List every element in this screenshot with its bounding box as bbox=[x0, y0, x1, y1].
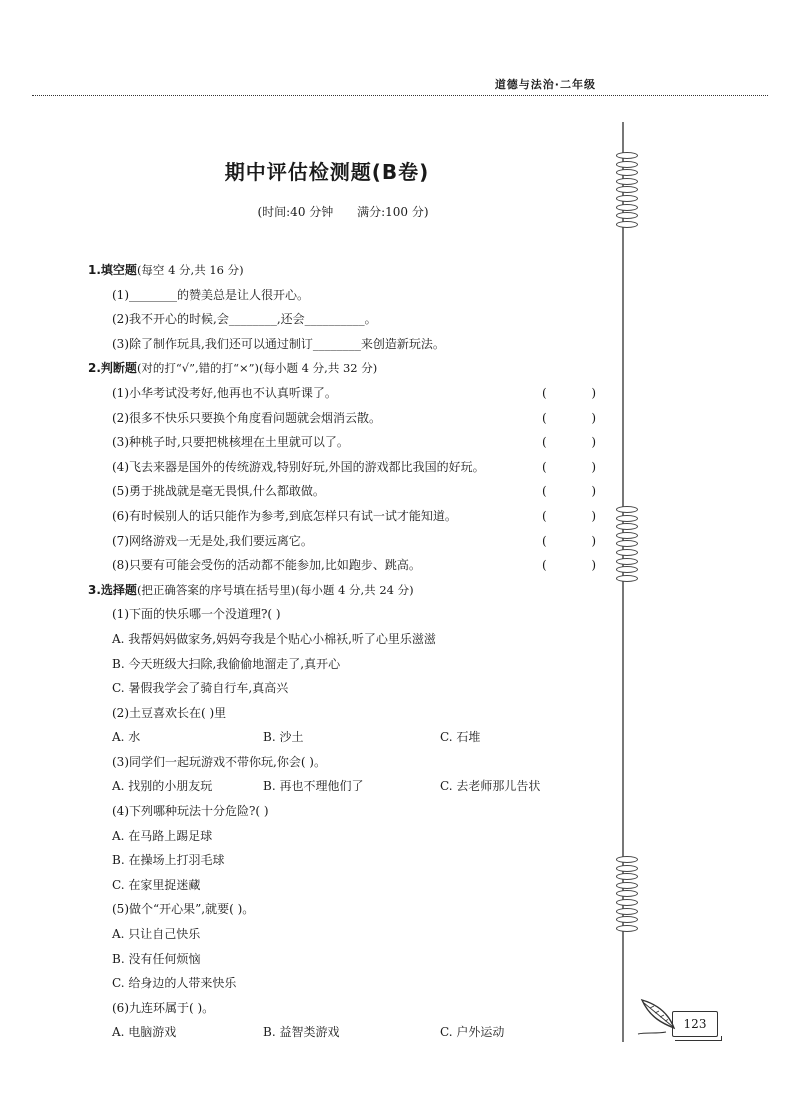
choice-option: C. 在家里捉迷藏 bbox=[112, 877, 201, 892]
question-item: (1)________的赞美总是让人很开心。 bbox=[112, 287, 309, 302]
section-note: (每空 4 分,共 16 分) bbox=[136, 263, 244, 277]
choice-question-stem: (6)九连环属于( )。 bbox=[112, 1000, 215, 1015]
answer-parentheses: ( ) bbox=[542, 385, 596, 400]
judgement-text: (7)网络游戏一无是处,我们要远离它。 bbox=[112, 533, 313, 548]
answer-parentheses: ( ) bbox=[542, 508, 596, 523]
choice-option: B. 没有任何烦恼 bbox=[112, 951, 201, 966]
section-note: (对的打“√”,错的打“×”)(每小题 4 分,共 32 分) bbox=[136, 361, 378, 376]
binding-ring bbox=[616, 540, 638, 547]
choice-option: A. 水 bbox=[112, 730, 141, 745]
binding-ring bbox=[616, 899, 638, 906]
section-heading-multiple-choice bbox=[88, 578, 608, 603]
judgement-text: (5)勇于挑战就是毫无畏惧,什么都敢做。 bbox=[112, 484, 325, 499]
binding-ring bbox=[616, 925, 638, 932]
question-content bbox=[88, 258, 608, 1045]
binding-ring bbox=[616, 515, 638, 522]
page-title: 期中评估检测题(B卷) bbox=[224, 160, 430, 184]
choice-option: A. 只让自己快乐 bbox=[112, 927, 201, 942]
choice-option: A. 在马路上踢足球 bbox=[112, 828, 213, 843]
judgement-item bbox=[88, 430, 608, 455]
header-divider bbox=[32, 95, 768, 96]
choice-option: A. 我帮妈妈做家务,妈妈夸我是个贴心小棉袄,听了心里乐滋滋 bbox=[112, 631, 436, 646]
section-title: 选择题 bbox=[100, 582, 137, 597]
choice-question-stem: (5)做个“开心果”,就要( )。 bbox=[112, 902, 255, 917]
binding-ring bbox=[616, 566, 638, 573]
choice-options-row bbox=[88, 725, 608, 750]
answer-parentheses: ( ) bbox=[542, 410, 596, 425]
choice-option: A. 找别的小朋友玩 bbox=[112, 779, 213, 794]
choice-option: C. 暑假我学会了骑自行车,真高兴 bbox=[112, 681, 289, 696]
binding-coil-top bbox=[616, 152, 646, 229]
question-item: (3)除了制作玩具,我们还可以通过制订________来创造新玩法。 bbox=[112, 336, 445, 351]
choice-option: C. 户外运动 bbox=[440, 1025, 505, 1040]
judgement-text: (3)种桃子时,只要把桃核埋在土里就可以了。 bbox=[112, 435, 349, 450]
choice-option: B. 沙土 bbox=[263, 730, 304, 745]
binding-ring bbox=[616, 890, 638, 897]
binding-ring bbox=[616, 856, 638, 863]
section-heading-fill-blank bbox=[88, 258, 608, 283]
choice-option: B. 益智类游戏 bbox=[263, 1025, 340, 1040]
choice-option: B. 在操场上打羽毛球 bbox=[112, 853, 225, 868]
choice-option: B. 今天班级大扫除,我偷偷地溜走了,真开心 bbox=[112, 656, 341, 671]
judgement-item bbox=[88, 504, 608, 529]
choice-question-stem: (3)同学们一起玩游戏不带你玩,你会( )。 bbox=[112, 754, 326, 769]
answer-parentheses: ( ) bbox=[542, 533, 596, 548]
binding-coil-middle bbox=[616, 506, 646, 583]
judgement-item bbox=[88, 381, 608, 406]
choice-options-row bbox=[88, 774, 608, 799]
binding-ring bbox=[616, 204, 638, 211]
exam-score: 满分:100 分) bbox=[357, 205, 429, 219]
binding-ring bbox=[616, 916, 638, 923]
choice-option: A. 电脑游戏 bbox=[112, 1025, 177, 1040]
binding-ring bbox=[616, 212, 638, 219]
judgement-text: (4)飞去来器是国外的传统游戏,特别好玩,外国的游戏都比我国的好玩。 bbox=[112, 459, 485, 474]
judgement-item bbox=[88, 553, 608, 578]
binding-ring bbox=[616, 221, 638, 228]
section-number: 2. bbox=[88, 361, 101, 376]
binding-ring bbox=[616, 152, 638, 159]
exam-info bbox=[0, 203, 686, 220]
choice-option: C. 石堆 bbox=[440, 730, 481, 745]
question-item: (2)我不开心的时候,会________,还会__________。 bbox=[112, 312, 377, 327]
section-note: (把正确答案的序号填在括号里)(每小题 4 分,共 24 分) bbox=[136, 582, 414, 597]
choice-option: B. 再也不理他们了 bbox=[263, 779, 364, 794]
choice-question-stem: (1)下面的快乐哪一个没道理?( ) bbox=[112, 607, 281, 622]
binding-ring bbox=[616, 873, 638, 880]
section-title: 填空题 bbox=[100, 263, 137, 277]
binding-ring bbox=[616, 161, 638, 168]
binding-ring bbox=[616, 532, 638, 539]
binding-ring bbox=[616, 882, 638, 889]
binding-ring bbox=[616, 178, 638, 185]
binding-ring bbox=[616, 558, 638, 565]
binding-ring bbox=[616, 865, 638, 872]
binding-coil-bottom bbox=[616, 856, 646, 933]
answer-parentheses: ( ) bbox=[542, 435, 596, 450]
section-heading-true-false bbox=[88, 356, 608, 381]
choice-option: C. 给身边的人带来快乐 bbox=[112, 976, 237, 991]
page-number: 123 bbox=[672, 1011, 718, 1037]
answer-parentheses: ( ) bbox=[542, 558, 596, 573]
header-label: 道德与法治·二年级 bbox=[494, 78, 596, 91]
choice-option: C. 去老师那儿告状 bbox=[440, 779, 541, 794]
choice-question-stem: (2)土豆喜欢长在( )里 bbox=[112, 705, 227, 720]
section-number: 1. bbox=[88, 263, 101, 277]
judgement-item bbox=[88, 479, 608, 504]
answer-parentheses: ( ) bbox=[542, 484, 596, 499]
judgement-item bbox=[88, 406, 608, 431]
judgement-text: (6)有时候别人的话只能作为参考,到底怎样只有试一试才能知道。 bbox=[112, 508, 457, 523]
binding-ring bbox=[616, 169, 638, 176]
binding-ring bbox=[616, 186, 638, 193]
binding-ring bbox=[616, 575, 638, 582]
judgement-item bbox=[88, 455, 608, 480]
judgement-text: (1)小华考试没考好,他再也不认真听课了。 bbox=[112, 385, 337, 400]
binding-ring bbox=[616, 506, 638, 513]
choice-question-stem: (4)下列哪种玩法十分危险?( ) bbox=[112, 804, 269, 819]
section-number: 3. bbox=[88, 582, 101, 597]
judgement-item bbox=[88, 529, 608, 554]
section-title: 判断题 bbox=[100, 361, 137, 376]
answer-parentheses: ( ) bbox=[542, 459, 596, 474]
judgement-text: (8)只要有可能会受伤的活动都不能参加,比如跑步、跳高。 bbox=[112, 558, 421, 573]
binding-ring bbox=[616, 523, 638, 530]
choice-options-row bbox=[88, 1020, 608, 1045]
judgement-text: (2)很多不快乐只要换个角度看问题就会烟消云散。 bbox=[112, 410, 381, 425]
binding-ring bbox=[616, 908, 638, 915]
binding-ring bbox=[616, 195, 638, 202]
exam-time: (时间:40 分钟 bbox=[257, 205, 334, 219]
binding-ring bbox=[616, 549, 638, 556]
